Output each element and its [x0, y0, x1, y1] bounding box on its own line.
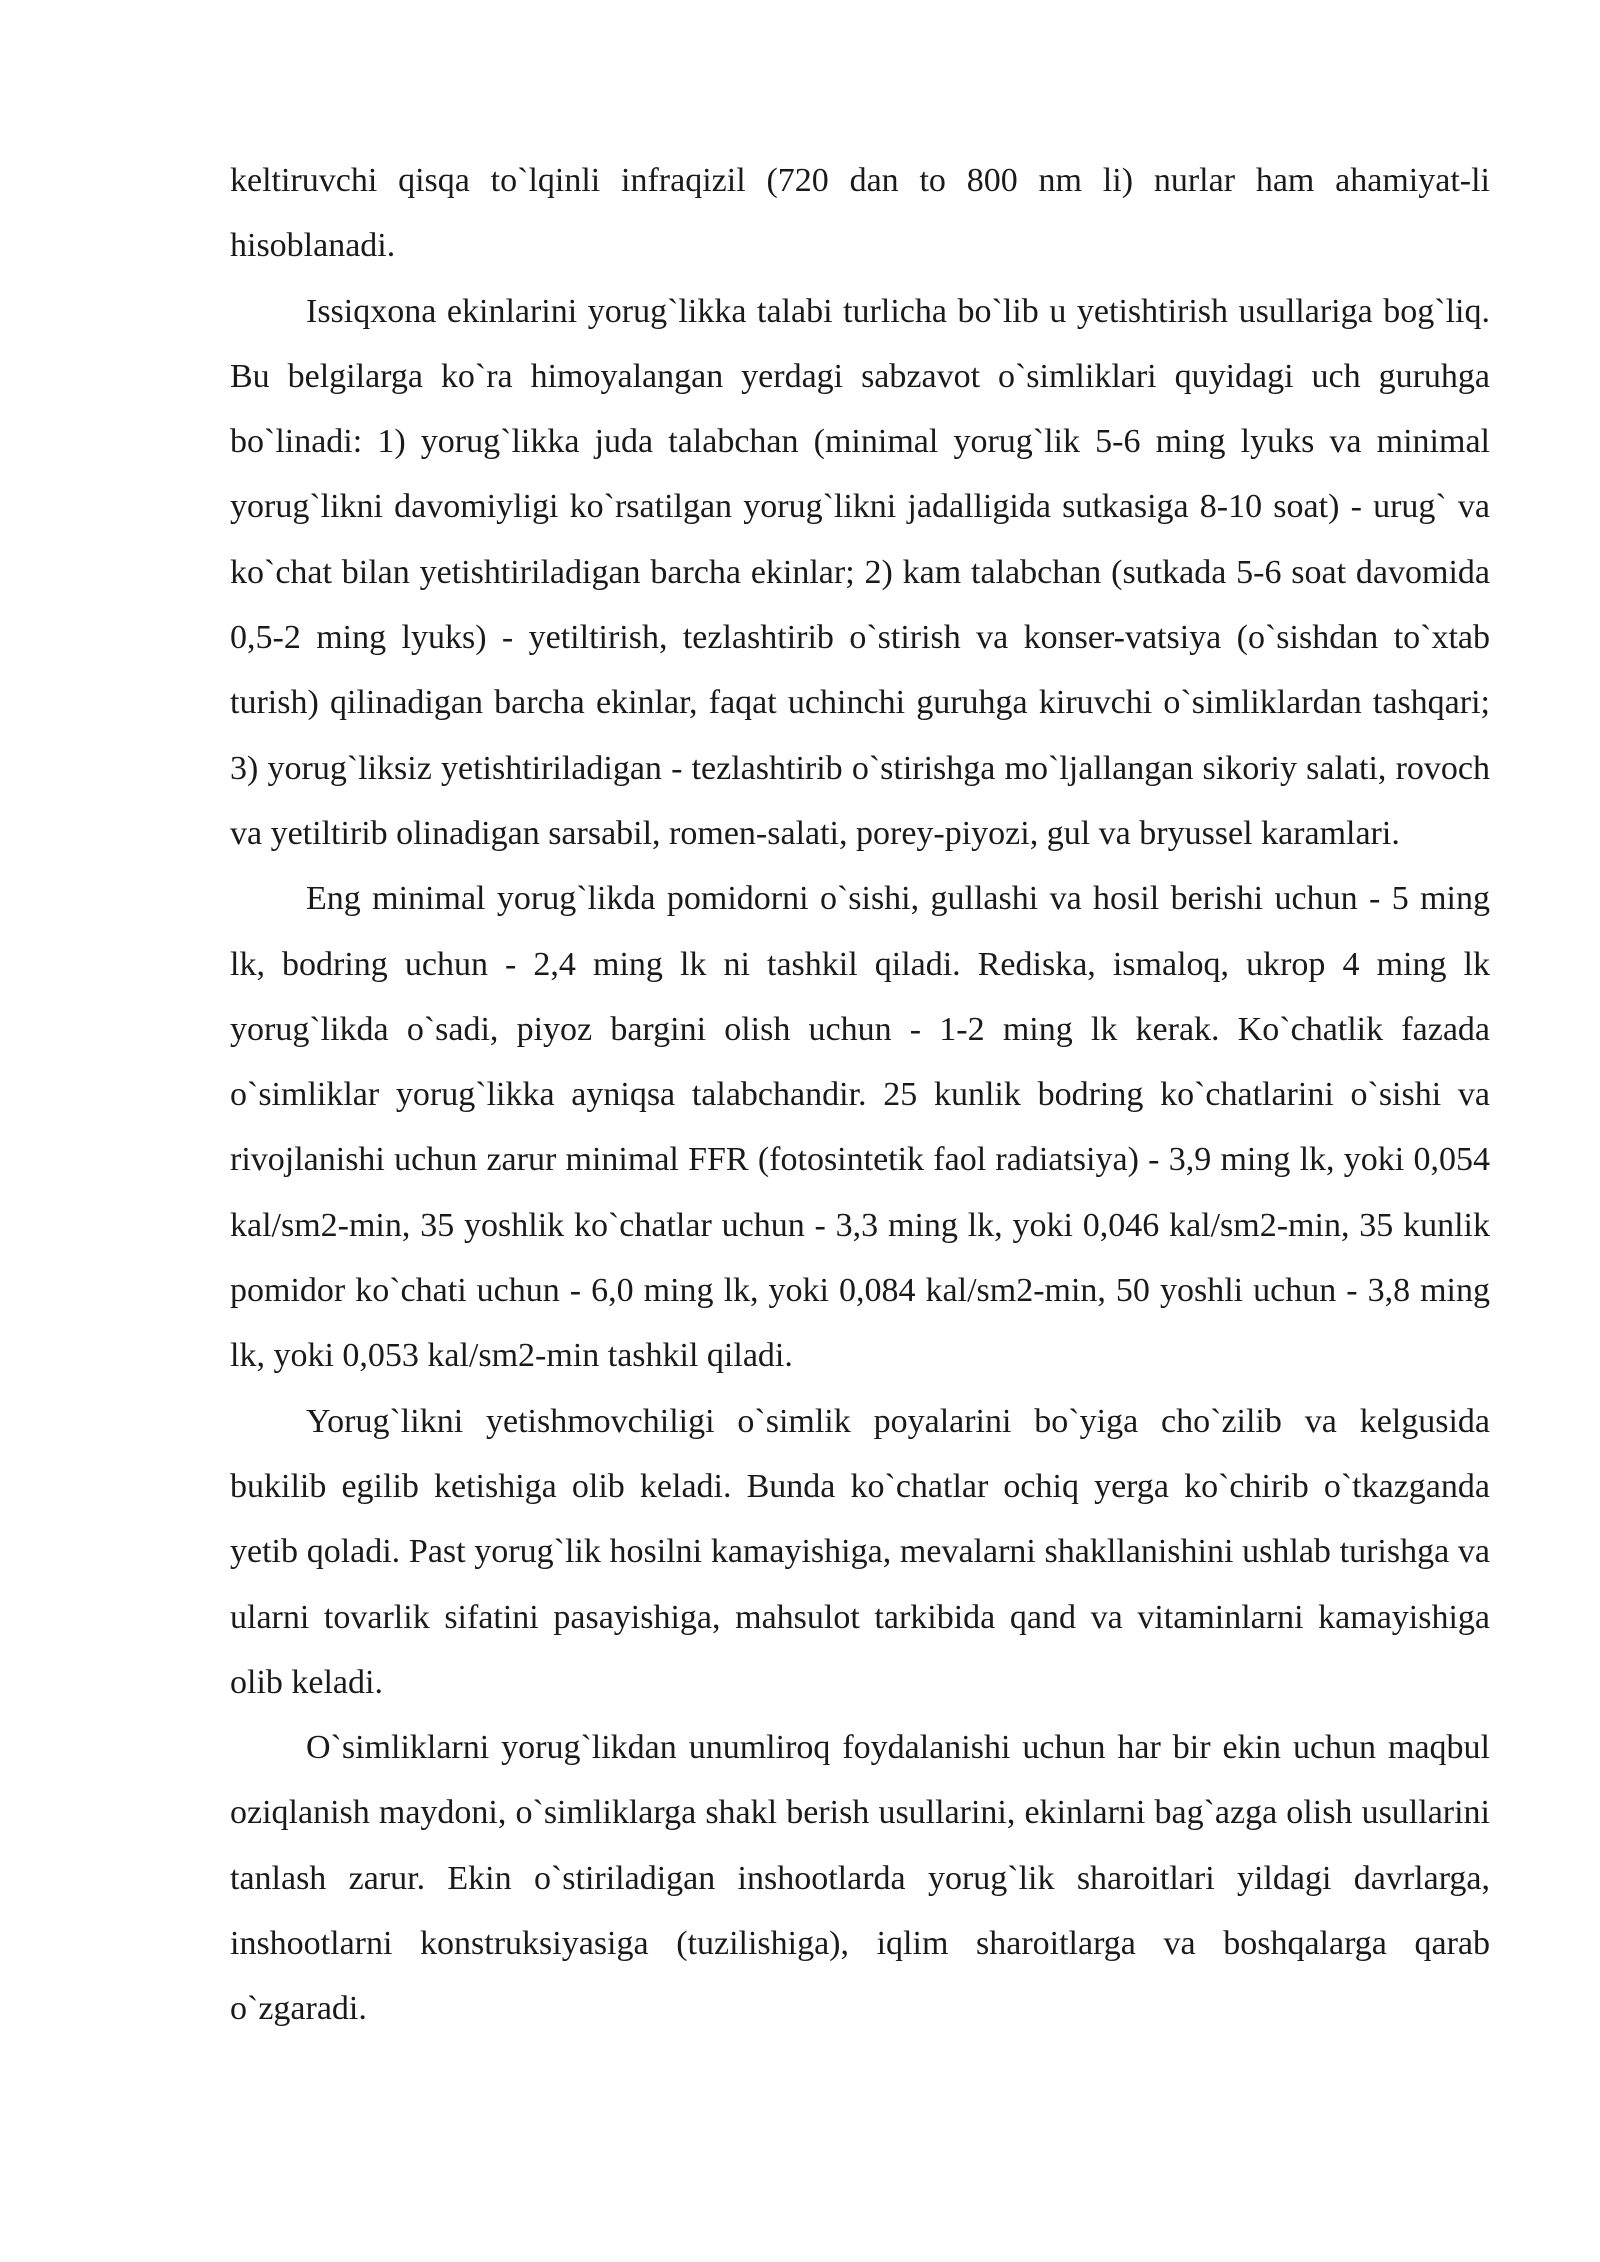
- body-text: [230, 148, 1490, 2042]
- paragraph-continuation: keltiruvchi qisqa to`lqinli infraqizil (720 dan to 800 nm li) nurlar ham ahamiyat-li hisoblanadi.: [230, 162, 1490, 265]
- paragraph-greenhouse-light-groups: Issiqxona ekinlarini yorug`likka talabi turlicha bo`lib u yetishtirish usullariga bog`liq. Bu belgilarga ko`ra himoyalangan yerdagi sabzavot o`simliklari quyidagi uch guruhga bo`linadi: 1) yorug`likka juda talabchan (minimal yorug`lik 5-6 ming lyuks va minimal yorug`likni davomiyligi ko`rsatilgan yorug`likni jadalligida sutkasiga 8-10 soat) - urug` va ko`chat bilan yetishtiriladigan barcha ekinlar; 2) kam talabchan (sutkada 5-6 soat davomida 0,5-2 ming lyuks) - yetiltirish, tezlashtirib o`stirish va konser-vatsiya (o`sishdan to`xtab turish) qilinadigan barcha ekinlar, faqat uchinchi guruhga kiruvchi o`simliklardan tashqari; 3) yorug`liksiz yetishtiriladigan - tezlashtirib o`stirishga mo`ljallangan sikoriy salati, rovoch va yetiltirib olinadigan sarsabil, romen-salati, porey-piyozi, gul va bryussel karamlari.: [230, 292, 1490, 852]
- paragraph-minimal-light: Eng minimal yorug`likda pomidorni o`sishi, gullashi va hosil berishi uchun - 5 ming lk, bodring uchun - 2,4 ming lk ni tashkil qiladi. Rediska, ismaloq, ukrop 4 ming lk yorug`likda o`sadi, piyoz bargini olish uchun - 1-2 ming lk kerak. Ko`chatlik fazada o`simliklar yorug`likka ayniqsa talabchandir. 25 kunlik bodring ko`chatlarini o`sishi va rivojlanishi uchun zarur minimal FFR (fotosintetik faol radiatsiya) - 3,9 ming lk, yoki 0,054 kal/sm2-min, 35 yoshlik ko`chatlar uchun - 3,3 ming lk, yoki 0,046 kal/sm2-min, 35 kunlik pomidor ko`chati uchun - 6,0 ming lk, yoki 0,084 kal/sm2-min, 50 yoshli uchun - 3,8 ming lk, yoki 0,053 kal/sm2-min tashkil qiladi.: [230, 880, 1490, 1375]
- paragraph-light-usage: O`simliklarni yorug`likdan unumliroq foydalanishi uchun har bir ekin uchun maqbul oziqlanish maydoni, o`simliklarga shakl berish usullarini, ekinlarni bag`azga olish usullarini tanlash zarur. Ekin o`stiriladigan inshootlarda yorug`lik sharoitlari yildagi davrlarga, inshootlarni konstruksiyasiga (tuzilishiga), iqlim sharoitlarga va boshqalarga qarab o`zgaradi.: [230, 1729, 1490, 2028]
- paragraph-light-deficiency: Yorug`likni yetishmovchiligi o`simlik poyalarini bo`yiga cho`zilib va kelgusida bukilib egilib ketishiga olib keladi. Bunda ko`chatlar ochiq yerga ko`chirib o`tkazganda yetib qoladi. Past yorug`lik hosilni kamayishiga, mevalarni shakllanishini ushlab turishga va ularni tovarlik sifatini pasayishiga, mahsulot tarkibida qand va vitaminlarni kamayishiga olib keladi.: [230, 1402, 1490, 1701]
